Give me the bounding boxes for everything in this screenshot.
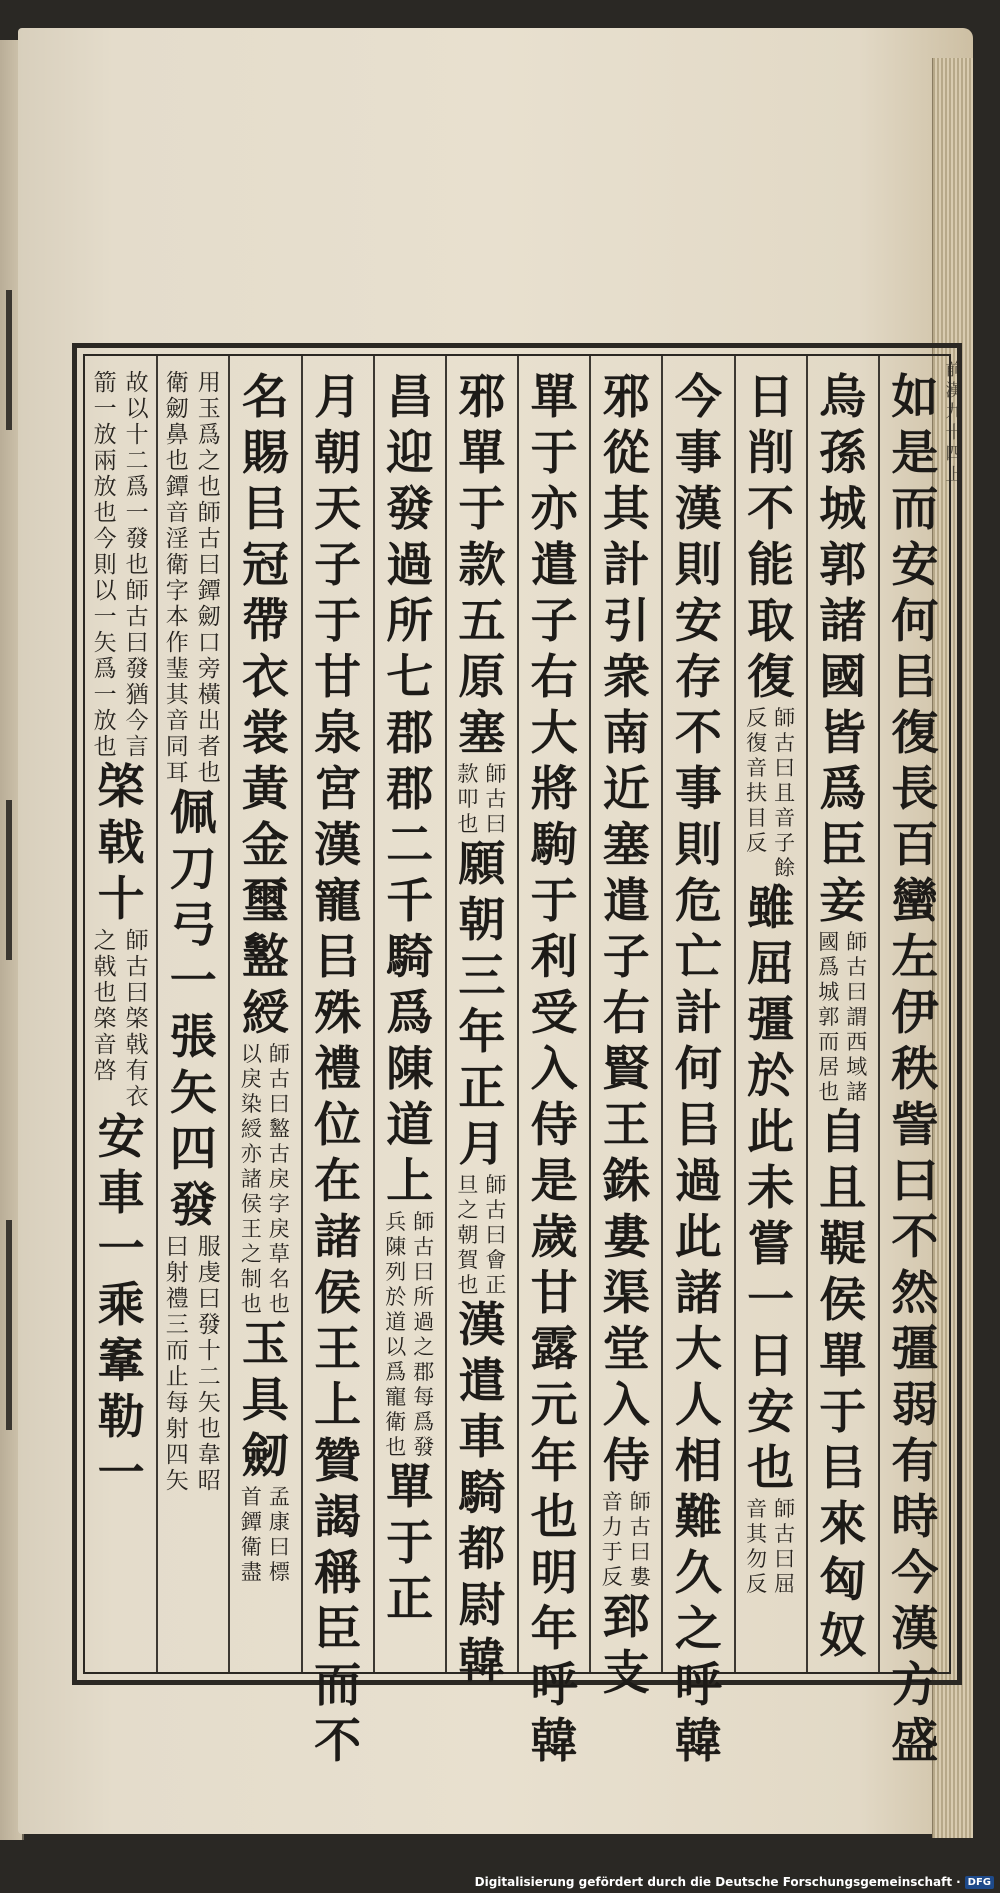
footer-credit: Digitalisierung gefördert durch die Deutsche Forschungsgemeinschaft · DFG bbox=[475, 1875, 994, 1889]
commentary-continuation: 衛 劒 鼻 也 鐔 音 淫 衛 字 本 作 㻗 其 音 同 耳 用 玉 爲 之 也 師 古 曰 鐔 劒 口 旁 橫 出 者 也 bbox=[165, 370, 221, 786]
commentary-note: 兵 陳 列 於 道 以 爲 寵 衛 也 師 古 曰 所 過 之 郡 每 爲 發 bbox=[385, 1210, 435, 1459]
main-text: 邪 單 于 款 五 原 塞 bbox=[458, 370, 506, 761]
side-label-char: 九 bbox=[945, 402, 963, 422]
column-rule bbox=[517, 356, 519, 1672]
main-text: 棨 戟 十 bbox=[97, 760, 145, 927]
commentary-note: 首 鐔 衛 盡 孟 康 曰 標 bbox=[240, 1485, 290, 1584]
dfg-logo: DFG bbox=[965, 1876, 994, 1889]
commentary-note: 音 力 于 反 師 古 曰 婁 bbox=[601, 1490, 651, 1589]
main-text: 玉 具 劒 bbox=[241, 1317, 289, 1484]
text-column bbox=[448, 370, 516, 1689]
text-column bbox=[881, 370, 949, 1769]
text-column bbox=[231, 370, 299, 1662]
text-column bbox=[304, 370, 372, 1769]
column-rule bbox=[445, 356, 447, 1672]
column-rule bbox=[373, 356, 375, 1672]
main-text: 單 于 正 bbox=[386, 1460, 434, 1627]
side-label-char: 四 bbox=[945, 444, 963, 464]
main-text: 名 賜 㠯 冠 帶 衣 裳 黃 金 璽 盭 綬 bbox=[241, 370, 289, 1041]
text-frame bbox=[72, 343, 962, 1769]
column-rule bbox=[156, 356, 158, 1672]
column-rule bbox=[734, 356, 736, 1672]
main-text: 昌 迎 發 過 所 七 郡 郡 二 千 騎 爲 陳 道 上 bbox=[386, 370, 434, 1209]
text-columns bbox=[83, 354, 951, 1769]
commentary-note: 反 復 音 扶 目 反 師 古 曰 且 音 子 餘 bbox=[746, 706, 796, 880]
main-text: 單 于 亦 遣 子 右 大 將 駒 于 利 受 入 侍 是 歲 甘 露 元 年 也 明 年 呼 韓 bbox=[530, 370, 578, 1769]
text-column bbox=[809, 370, 877, 1662]
commentary-note: 曰 射 禮 三 而 止 每 射 四 矢 服 虔 曰 發 十 二 矢 也 韋 昭 bbox=[165, 1234, 221, 1494]
main-text: 佩 刀 弓 一 張 矢 四 發 bbox=[169, 786, 217, 1233]
text-column bbox=[592, 370, 660, 1701]
main-text: 自 且 鞮 侯 單 于 㠯 來 匈 奴 bbox=[819, 1105, 867, 1664]
column-rule bbox=[806, 356, 808, 1672]
main-text: 願 朝 三 年 正 月 bbox=[458, 837, 506, 1172]
text-column bbox=[376, 370, 444, 1662]
commentary-note: 音 其 勿 反 師 古 曰 屈 bbox=[746, 1497, 796, 1596]
column-rule bbox=[589, 356, 591, 1672]
main-text: 雖 屈 彊 於 此 未 嘗 一 日 安 也 bbox=[747, 881, 795, 1496]
main-text: 漢 遣 車 騎 都 尉 韓 bbox=[458, 1298, 506, 1689]
commentary-note: 旦 之 朝 賀 也 師 古 曰 會 正 bbox=[457, 1173, 507, 1297]
main-text: 安 車 一 乘 鞌 勒 一 bbox=[97, 1110, 145, 1501]
commentary-note: 之 戟 也 棨 音 啓 師 古 曰 棨 戟 有 衣 bbox=[93, 928, 149, 1110]
text-column bbox=[520, 370, 588, 1769]
main-text: 邪 從 其 計 引 衆 南 近 塞 遣 子 右 賢 王 銖 婁 渠 堂 入 侍 bbox=[602, 370, 650, 1489]
main-text: 郅 支 bbox=[602, 1590, 650, 1701]
main-text: 今 事 漢 則 安 存 不 事 則 危 亡 計 何 㠯 過 此 諸 大 人 相 難 久 之 呼 韓 bbox=[674, 370, 722, 1769]
main-text: 烏 孫 城 郭 諸 國 皆 爲 臣 妾 bbox=[819, 370, 867, 929]
side-label-char: 漢 bbox=[945, 381, 963, 401]
commentary-note: 國 爲 城 郭 而 居 也 師 古 曰 謂 西 域 諸 bbox=[818, 930, 868, 1104]
credit-text: Digitalisierung gefördert durch die Deutsche Forschungsgemeinschaft bbox=[474, 1875, 953, 1889]
column-rule bbox=[661, 356, 663, 1672]
text-column bbox=[737, 370, 805, 1662]
side-label-char: 上 bbox=[945, 465, 963, 485]
side-label-char: 前 bbox=[945, 360, 963, 380]
text-column bbox=[87, 370, 155, 1662]
text-column bbox=[159, 370, 227, 1662]
column-rule bbox=[301, 356, 303, 1672]
main-text: 日 削 不 能 取 復 bbox=[747, 370, 795, 705]
column-rule bbox=[228, 356, 230, 1672]
text-column bbox=[664, 370, 732, 1769]
commentary-note: 以 戾 染 綬 亦 諸 侯 王 之 制 也 師 古 曰 盭 古 戾 字 戾 草 名 也 bbox=[240, 1042, 290, 1316]
commentary-continuation: 箭 一 放 兩 放 也 今 則 以 一 矢 爲 一 放 也 故 以 十 二 爲 一 發 也 師 古 曰 發 猶 今 言 bbox=[93, 370, 149, 760]
commentary-note: 款 叩 也 師 古 曰 bbox=[457, 762, 507, 836]
main-text: 月 朝 天 子 于 甘 泉 宮 漢 寵 㠯 殊 禮 位 在 諸 侯 王 上 贊 謁 稱 臣 而 不 bbox=[314, 370, 362, 1769]
column-rule bbox=[878, 356, 880, 1672]
main-text: 如 是 而 安 何 㠯 復 長 百 蠻 左 伊 秩 訾 曰 不 然 彊 弱 有 時 今 漢 方 盛 bbox=[891, 370, 939, 1769]
side-label-char: 十 bbox=[945, 423, 963, 443]
